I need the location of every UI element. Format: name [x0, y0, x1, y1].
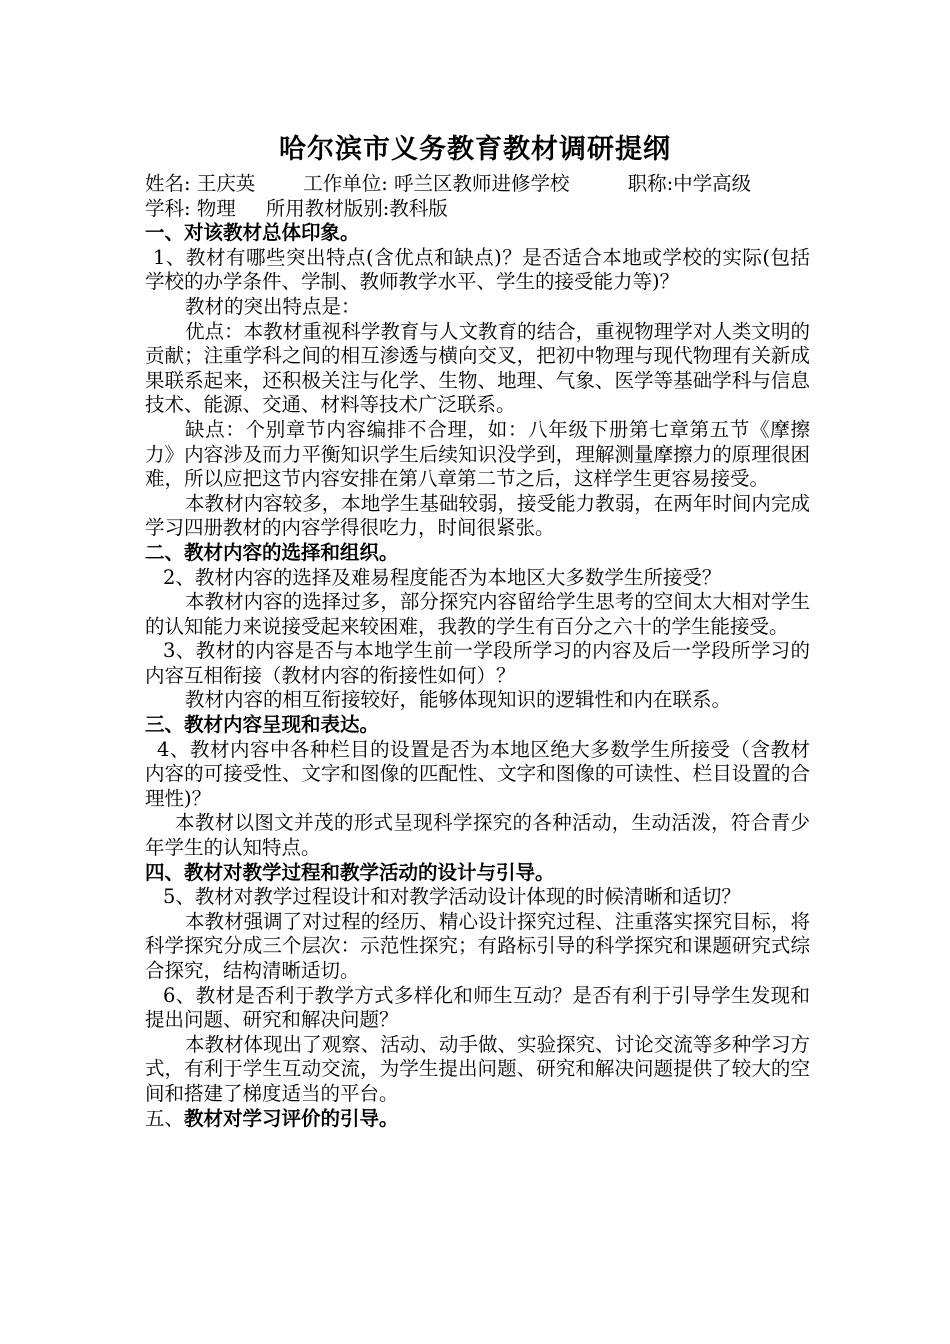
document-title: 哈尔滨市义务教育教材调研提纲	[279, 134, 671, 165]
professional-title: 职称:中学高级	[627, 172, 752, 195]
answer-paragraph: 本教材以图文并茂的形式呈现科学探究的各种活动，生动活泼，符合青少年学生的认知特点。	[145, 811, 810, 860]
work-unit: 工作单位: 呼兰区教师进修学校	[303, 172, 570, 195]
author-name: 姓名: 王庆英	[145, 172, 256, 195]
answer-paragraph: 优点：本教材重视科学教育与人文教育的结合，重视物理学对人类文明的贡献；注重学科之间的相互渗透与横向交叉，把初中物理与现代物理有关新成果联系起来，还积极关注与化学、生物、地理、气象、医学等基础学科与信息技术、能源、交通、材料等技术广泛联系。	[145, 319, 810, 417]
info-line-1	[145, 172, 810, 197]
document-body	[145, 172, 810, 1131]
answer-paragraph: 本教材内容的选择过多，部分探究内容留给学生思考的空间太大相对学生的认知能力来说接受起来较困难，我教的学生有百分之六十的学生能接受。	[145, 590, 810, 638]
section-heading-3: 三、教材内容呈现和表达。	[145, 713, 380, 737]
section-heading-5	[145, 1107, 810, 1132]
question-1: 1、教材有哪些突出特点(含优点和缺点)？是否适合本地或学校的实际(包括学校的办学条件、学制、教师教学水平、学生的接受能力等)？	[145, 245, 810, 294]
section-heading-text: 教材对学习评价的引导。	[184, 1106, 399, 1130]
section-heading-1: 一、对该教材总体印象。	[145, 221, 360, 245]
question-5: 5、教材对教学过程设计和对教学活动设计体现的时候清晰和适切？	[163, 885, 741, 909]
question-6: 6、教材是否利于教学方式多样化和师生互动？是否有利于引导学生发现和提出问题、研究和解决问题？	[145, 983, 810, 1032]
answer-paragraph: 教材内容的相互衔接较好，能够体现知识的逻辑性和内在联系。	[185, 688, 732, 712]
answer-paragraph: 缺点：个别章节内容编排不合理，如：八年级下册第七章第五节《摩擦力》内容涉及而力平衡知识学生后续知识没学到，理解测量摩擦力的原理很困难，所以应把这节内容安排在第八章第二节之后，这样学生更容易接受。	[145, 417, 810, 491]
section-heading-2: 二、教材内容的选择和组织。	[145, 540, 399, 564]
section-number: 五、	[145, 1106, 185, 1130]
answer-paragraph: 本教材强调了对过程的经历、精心设计探究过程、注重落实探究目标，将科学探究分成三个层次：示范性探究；有路标引导的科学探究和课题研究式综合探究，结构清晰适切。	[145, 909, 810, 982]
question-3: 3、教材的内容是否与本地学生前一学段所学习的内容及后一学段所学习的内容互相衔接（教材内容的衔接性如何）？	[145, 639, 810, 687]
info-line-2	[145, 197, 810, 222]
answer-paragraph: 本教材内容较多，本地学生基础较弱，接受能力教弱，在两年时间内完成学习四册教材的内容学得很吃力，时间很紧张。	[145, 491, 810, 540]
subject: 学科: 物理	[145, 196, 236, 220]
question-2: 2、教材内容的选择及难易程度能否为本地区大多数学生所接受？	[163, 565, 722, 589]
answer-paragraph: 教材的突出特点是：	[185, 294, 361, 318]
question-4: 4、教材内容中各种栏目的设置是否为本地区绝大多数学生所接受（含教材内容的可接受性、文字和图像的匹配性、文字和图像的可读性、栏目设置的合理性)？	[145, 737, 810, 810]
textbook-edition: 所用教材版别:教科版	[265, 196, 448, 220]
answer-paragraph: 本教材体现出了观察、活动、动手做、实验探究、讨论交流等多种学习方式，有利于学生互动交流，为学生提出问题、研究和解决问题提供了较大的空间和搭建了梯度适当的平台。	[145, 1032, 810, 1105]
section-heading-4: 四、教材对教学过程和教学活动的设计与引导。	[145, 860, 555, 884]
